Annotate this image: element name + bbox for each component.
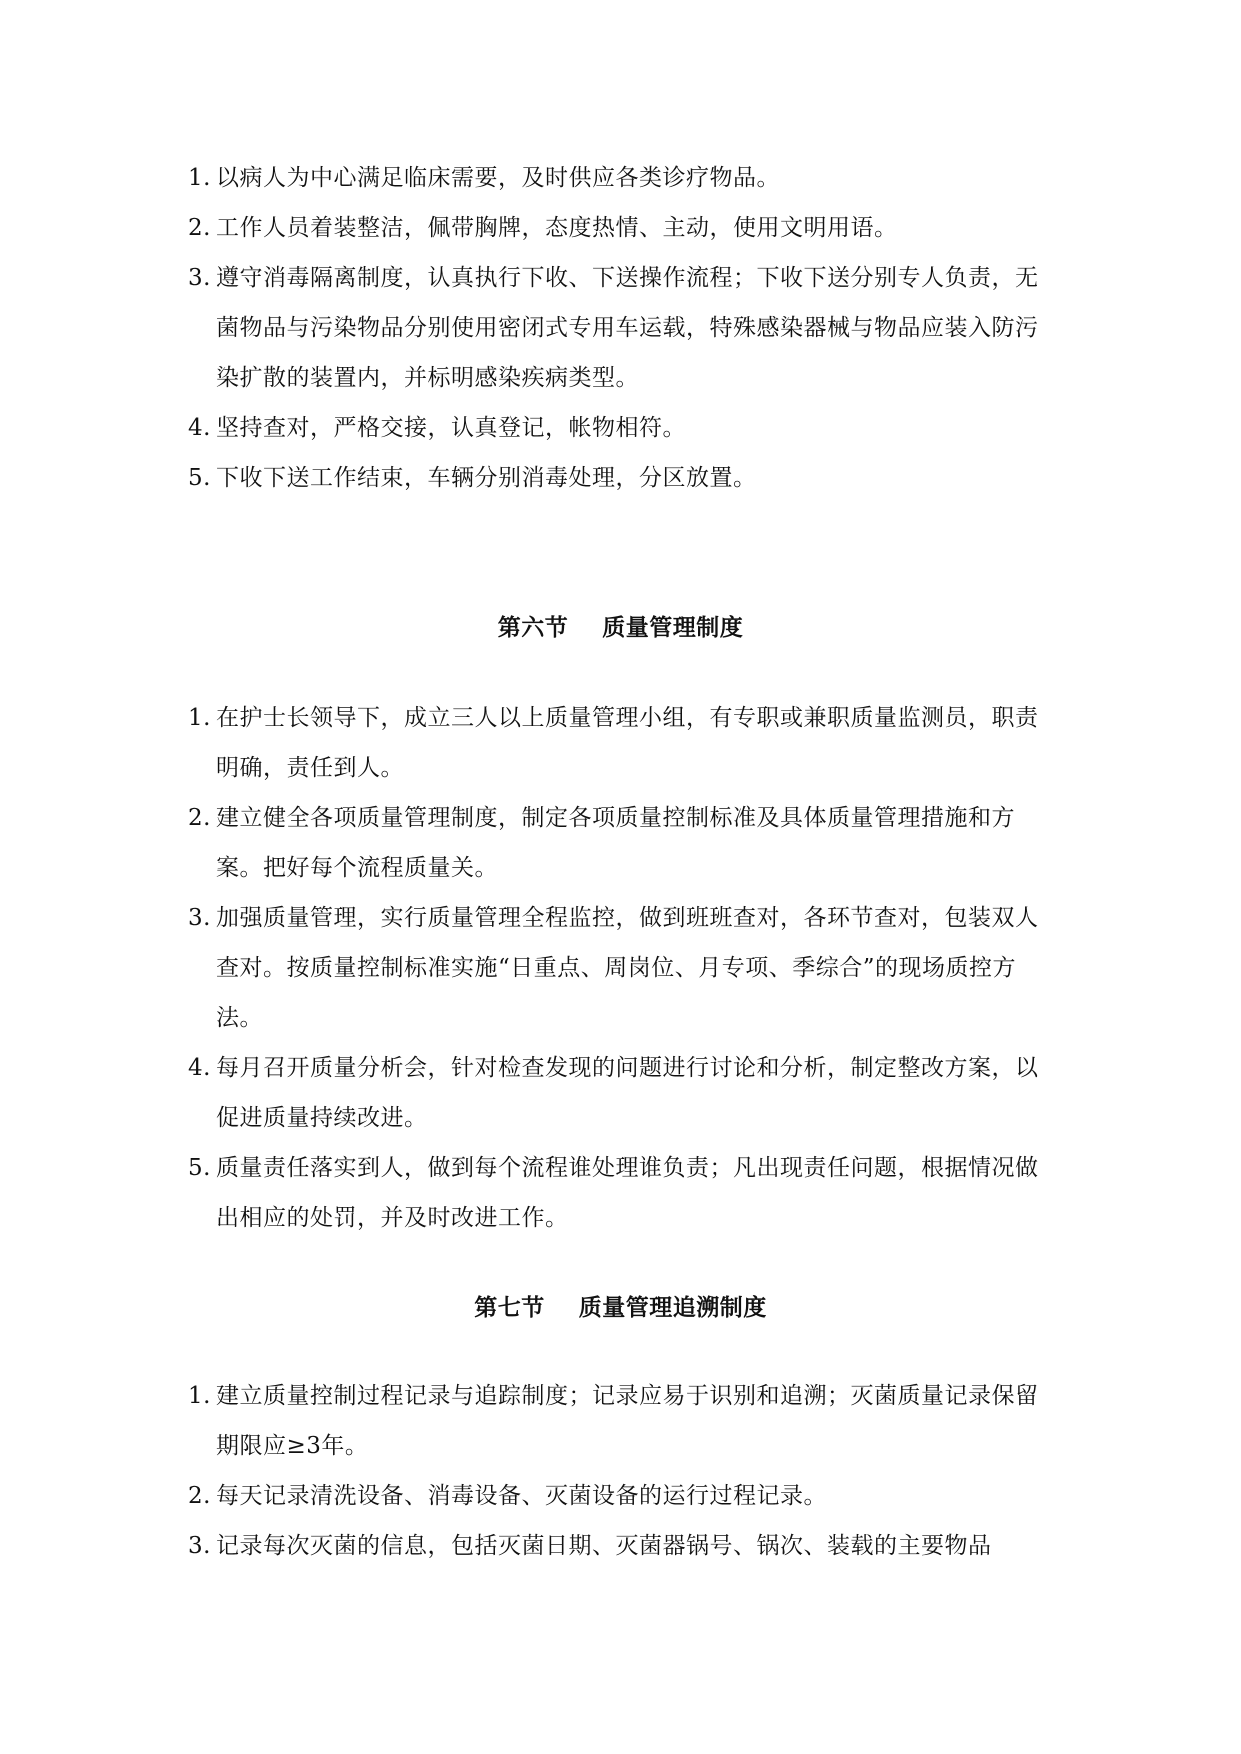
item-number: 5. <box>188 465 211 491</box>
item-text: 质量责任落实到人，做到每个流程谁处理谁负责；凡出现责任问题，根据情况做出相应的处罚，并及时改进工作。 <box>216 1155 1039 1231</box>
list-item <box>188 1521 1048 1571</box>
list-item <box>188 693 1048 793</box>
item-text: 工作人员着装整洁，佩带胸牌，态度热情、主动，使用文明用语。 <box>216 215 898 241</box>
section-heading-quality-traceability: 第七节 质量管理追溯制度 <box>474 1294 767 1321</box>
item-number: 1. <box>188 165 211 191</box>
item-number: 2. <box>188 215 211 241</box>
item-text: 加强质量管理，实行质量管理全程监控，做到班班查对，各环节查对，包装双人查对。按质量控制标准实施“日重点、周岗位、月专项、季综合”的现场质控方法。 <box>216 905 1039 1031</box>
item-number: 2. <box>188 805 211 831</box>
item-number: 4. <box>188 415 211 441</box>
item-text: 在护士长领导下，成立三人以上质量管理小组，有专职或兼职质量监测员，职责明确，责任到人。 <box>216 705 1039 781</box>
list-item <box>188 453 1048 503</box>
list-item <box>188 1371 1048 1471</box>
list-item <box>188 1471 1048 1521</box>
item-text: 下收下送工作结束，车辆分别消毒处理，分区放置。 <box>216 465 757 491</box>
item-text: 建立质量控制过程记录与追踪制度；记录应易于识别和追溯；灭菌质量记录保留期限应≥3年。 <box>216 1383 1039 1459</box>
transport-rules-list <box>188 153 1048 503</box>
item-text: 记录每次灭菌的信息，包括灭菌日期、灭菌器锅号、锅次、装载的主要物品 <box>216 1533 992 1559</box>
item-number: 2. <box>188 1483 211 1509</box>
item-number: 1. <box>188 705 211 731</box>
list-item <box>188 793 1048 893</box>
list-item <box>188 253 1048 403</box>
item-number: 3. <box>188 265 211 291</box>
item-text: 每天记录清洗设备、消毒设备、灭菌设备的运行过程记录。 <box>216 1483 827 1509</box>
item-text: 遵守消毒隔离制度，认真执行下收、下送操作流程；下收下送分别专人负责，无菌物品与污染物品分别使用密闭式专用车运载，特殊感染器械与物品应装入防污染扩散的装置内，并标明感染疾病类型。 <box>216 265 1039 391</box>
item-text: 每月召开质量分析会，针对检查发现的问题进行讨论和分析，制定整改方案，以促进质量持续改进。 <box>216 1055 1039 1131</box>
quality-traceability-list <box>188 1371 1048 1571</box>
item-number: 1. <box>188 1383 211 1409</box>
list-item <box>188 203 1048 253</box>
list-item <box>188 893 1048 1043</box>
item-text: 建立健全各项质量管理制度，制定各项质量控制标准及具体质量管理措施和方案。把好每个流程质量关。 <box>216 805 1015 881</box>
list-item <box>188 1143 1048 1243</box>
item-text: 以病人为中心满足临床需要，及时供应各类诊疗物品。 <box>216 165 780 191</box>
list-item <box>188 153 1048 203</box>
item-number: 5. <box>188 1155 211 1181</box>
quality-management-list <box>188 693 1048 1243</box>
item-number: 3. <box>188 905 211 931</box>
list-item <box>188 1043 1048 1143</box>
section-heading-quality-management: 第六节 质量管理制度 <box>497 614 744 641</box>
item-text: 坚持查对，严格交接，认真登记，帐物相符。 <box>216 415 686 441</box>
item-number: 4. <box>188 1055 211 1081</box>
item-number: 3. <box>188 1533 211 1559</box>
list-item <box>188 403 1048 453</box>
